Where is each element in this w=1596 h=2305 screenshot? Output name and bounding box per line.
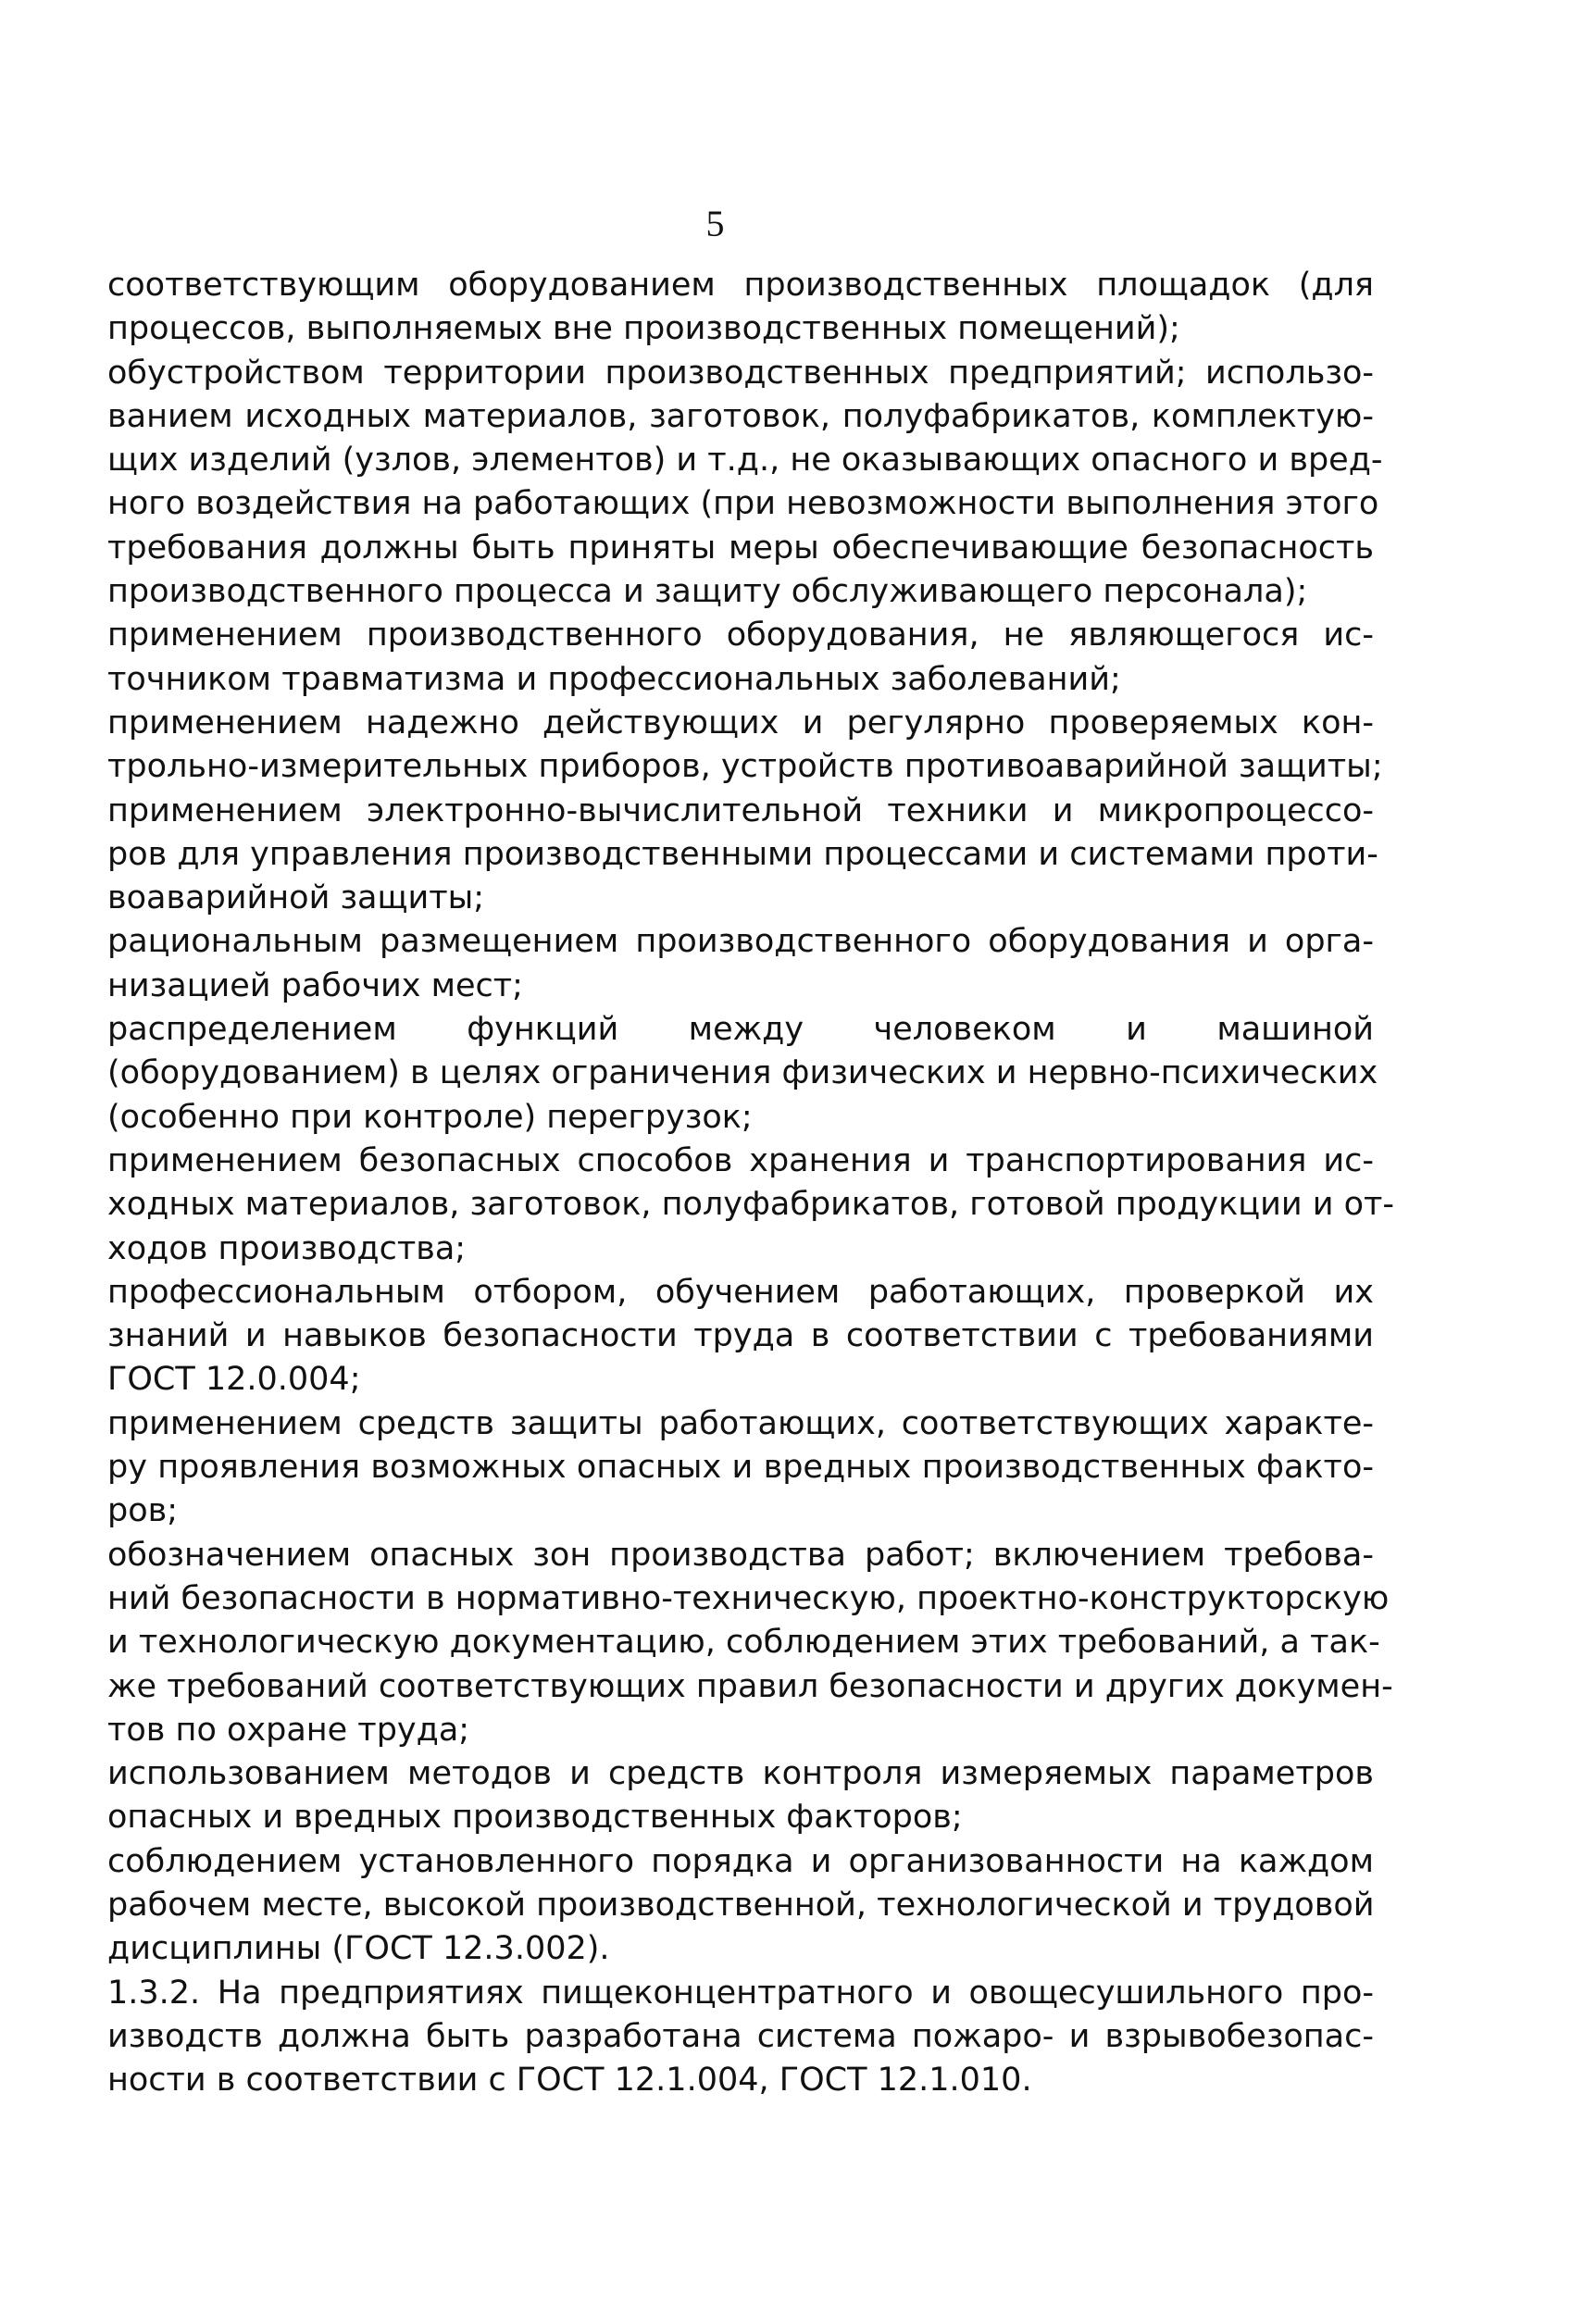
- text-line: ГОСТ 12.0.004;: [107, 1361, 361, 1399]
- text-line: ного воздействия на работающих (при невозможности выполнения этого: [107, 485, 1379, 523]
- paragraph: [54, 702, 1383, 790]
- text-line: ний безопасности в нормативно-техническую, проектно-конструкторскую: [107, 1579, 1390, 1617]
- text-line: рациональным размещением производственного оборудования и орга-: [107, 923, 1374, 961]
- text-line: рабочем месте, высокой производственной, технологической и трудовой: [107, 1886, 1375, 1924]
- text-line: (оборудованием) в целях ограничения физических и нервно-психических: [107, 1054, 1378, 1092]
- text-line: профессиональным отбором, обучением работающих, проверкой их: [107, 1273, 1374, 1311]
- paragraph: [54, 1972, 1374, 2103]
- text-line: точником травматизма и профессиональных заболеваний;: [107, 660, 1121, 698]
- text-line: обозначением опасных зон производства работ; включением требова-: [107, 1536, 1374, 1574]
- text-line: 1.3.2. На предприятиях пищеконцентратного и овощесушильного про-: [107, 1974, 1374, 2012]
- text-body: [54, 264, 1395, 2102]
- text-line: знаний и навыков безопасности труда в соответствии с требованиями: [107, 1317, 1374, 1355]
- text-line: распределением функций между человеком и машиной: [107, 1011, 1374, 1049]
- text-line: соответствующим оборудованием производственных площадок (для: [107, 267, 1374, 304]
- text-line: изводств должна быть разработана система пожаро- и взрывобезопас-: [107, 2017, 1374, 2055]
- paragraph: [54, 1752, 1374, 1840]
- text-line: же требований соответствующих правил безопасности и других докумен-: [107, 1667, 1393, 1705]
- page-number: 5: [705, 203, 725, 244]
- text-line: щих изделий (узлов, элементов) и т.д., не оказывающих опасного и вред-: [107, 442, 1383, 480]
- paragraph: [54, 1534, 1393, 1752]
- text-line: дисциплины (ГОСТ 12.3.002).: [107, 1930, 610, 1968]
- text-line: опасных и вредных производственных факторов;: [107, 1799, 963, 1837]
- paragraph: [54, 920, 1374, 1008]
- text-line: (особенно при контроле) перегрузок;: [107, 1098, 753, 1136]
- text-line: и технологическую документацию, соблюдением этих требований, а так-: [107, 1624, 1380, 1662]
- text-line: воаварийной защиты;: [107, 879, 485, 917]
- text-line: соблюдением установленного порядка и организованности на каждом: [107, 1842, 1374, 1880]
- text-line: ванием исходных материалов, заготовок, полуфабрикатов, комплектую-: [107, 397, 1374, 435]
- paragraph: [54, 614, 1374, 702]
- text-line: низацией рабочих мест;: [107, 966, 523, 1004]
- paragraph: [54, 352, 1383, 615]
- text-line: применением безопасных способов хранения и транспортирования ис-: [107, 1141, 1374, 1179]
- text-line: ходных материалов, заготовок, полуфабрикатов, готовой продукции и от-: [107, 1186, 1395, 1224]
- text-line: применением электронно-вычислительной техники и микропроцессо-: [107, 791, 1374, 829]
- paragraph: [54, 790, 1378, 921]
- text-line: обустройством территории производственных предприятий; использо-: [107, 354, 1374, 392]
- text-line: применением средств защиты работающих, соответствующих характе-: [107, 1404, 1374, 1442]
- paragraph: [54, 1402, 1374, 1534]
- text-line: производственного процесса и защиту обслуживающего персонала);: [107, 573, 1308, 611]
- text-line: использованием методов и средств контроля измеряемых параметров: [107, 1755, 1374, 1793]
- text-line: тов по охране труда;: [107, 1711, 470, 1749]
- paragraph: [54, 1840, 1374, 1972]
- paragraph: [54, 1271, 1374, 1402]
- text-line: применением производственного оборудования, не являющегося ис-: [107, 617, 1374, 654]
- text-line: трольно-измерительных приборов, устройств противоаварийной защиты;: [107, 748, 1383, 786]
- text-line: ру проявления возможных опасных и вредных производственных факто-: [107, 1449, 1374, 1487]
- text-line: процессов, выполняемых вне производственных помещений);: [107, 310, 1180, 348]
- paragraph: [54, 264, 1374, 352]
- paragraph: [54, 1140, 1395, 1271]
- text-line: ходов производства;: [107, 1229, 467, 1267]
- paragraph: [54, 1008, 1378, 1140]
- text-line: ров;: [107, 1492, 179, 1530]
- text-line: применением надежно действующих и регулярно проверяемых кон-: [107, 704, 1374, 741]
- text-line: ров для управления производственными процессами и системами проти-: [107, 835, 1378, 873]
- text-line: требования должны быть приняты меры обеспечивающие безопасность: [107, 529, 1374, 567]
- text-line: ности в соответствии с ГОСТ 12.1.004, ГОСТ 12.1.010.: [107, 2062, 1032, 2099]
